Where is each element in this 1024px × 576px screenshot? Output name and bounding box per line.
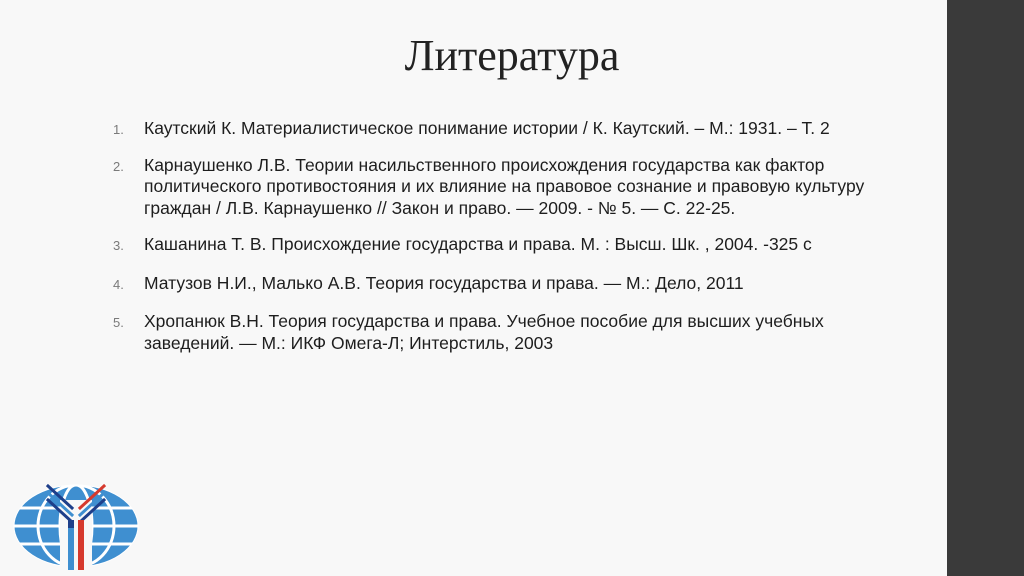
reference-number: 2. — [113, 158, 124, 174]
reference-text: Кашанина Т. В. Происхождение государства и права. М. : Высш. Шк. , 2004. -325 с — [144, 234, 812, 254]
slide-title: Литература — [404, 31, 620, 80]
side-bar — [947, 0, 1024, 576]
reference-number: 4. — [113, 276, 124, 292]
reference-item — [113, 118, 913, 140]
reference-text: Хропанюк В.Н. Теория государства и права. Учебное пособие для высших учебных заведений. — М.: ИКФ Омега-Л; Интерстиль, 2003 — [144, 311, 824, 353]
reference-text: Карнаушенко Л.В. Теории насильственного происхождения государства как фактор политического противостояния и их влияние на правовое сознание и правовую культуру граждан / Л.В. Карнаушенко // Закон и право. — 2009. - № 5. — С. 22-25. — [144, 154, 865, 218]
reference-number: 3. — [113, 238, 124, 253]
reference-text: Матузов Н.И., Малько А.В. Теория государства и права. — М.: Дело, 2011 — [144, 272, 744, 293]
reference-item — [113, 234, 913, 256]
reference-number: 5. — [113, 315, 124, 330]
reference-list — [113, 118, 913, 354]
reference-item — [113, 155, 913, 220]
reference-item — [113, 311, 913, 354]
reference-number: 1. — [113, 122, 124, 137]
university-globe-logo-icon — [10, 478, 142, 570]
reference-text: Каутский К. Материалистическое понимание истории / К. Каутский. – М.: 1931. – Т. 2 — [144, 118, 830, 138]
reference-item — [113, 273, 913, 295]
